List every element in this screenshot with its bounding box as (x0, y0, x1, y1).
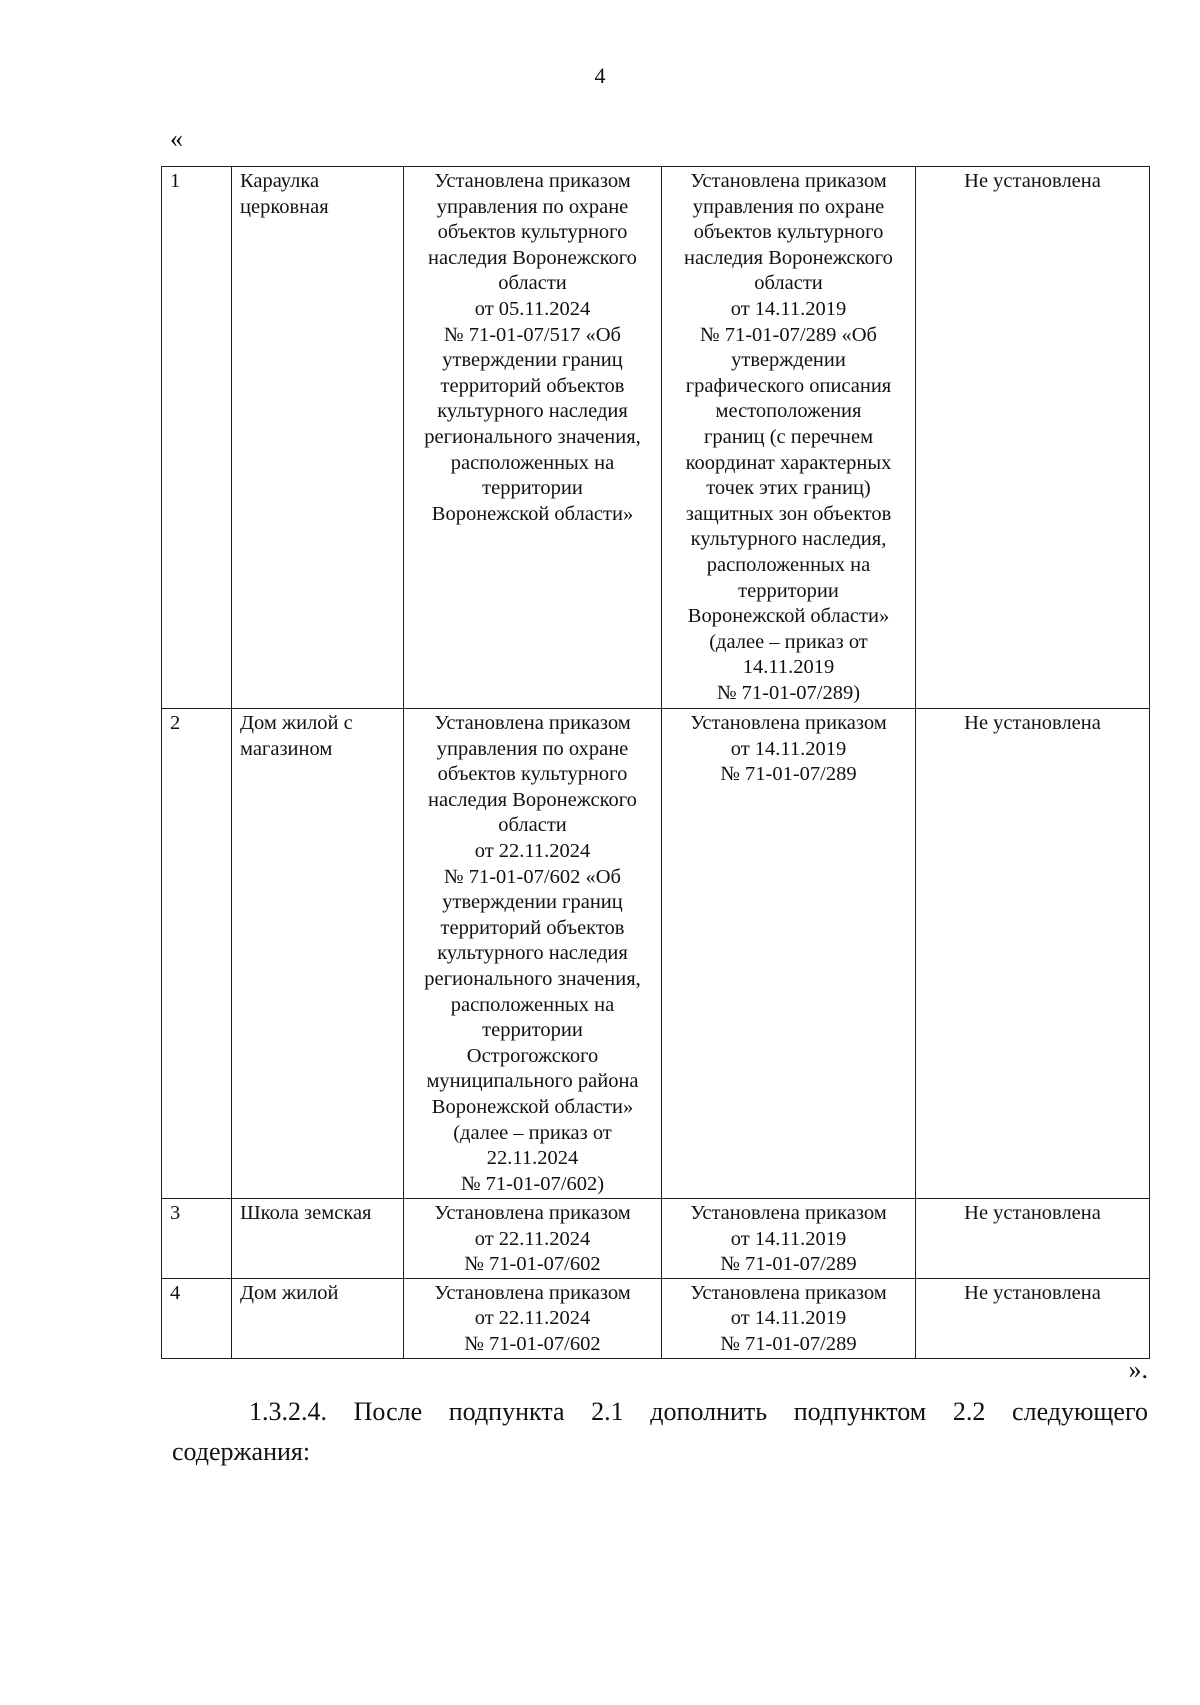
cell-object-name: Дом жилой (232, 1278, 404, 1358)
table-row (162, 709, 1150, 1199)
cell-protection-zone: Установлена приказом управления по охране объектов культурного наследия Воронежского области от 14.11.2019 № 71-01-07/289 «Об утверждении графического описания местоположения границ (с перечнем координат характерных точек этих границ) защитных зон объектов культурного наследия, расположенных на территории Воронежской области» (далее – приказ от 14.11.2019 № 71-01-07/289) (662, 167, 916, 709)
cell-protection-zone: Установлена приказом от 14.11.2019 № 71-01-07/289 (662, 1199, 916, 1279)
cell-regime: Не установлена (916, 167, 1150, 709)
cell-regime: Не установлена (916, 1278, 1150, 1358)
cell-protection-zone: Установлена приказом от 14.11.2019 № 71-01-07/289 (662, 1278, 916, 1358)
cell-number: 4 (162, 1278, 232, 1358)
open-quote: « (170, 124, 183, 153)
cell-regime: Не установлена (916, 709, 1150, 1199)
table-row (162, 167, 1150, 709)
table-row (162, 1278, 1150, 1358)
cell-territory: Установлена приказом управления по охране объектов культурного наследия Воронежского области от 05.11.2024 № 71-01-07/517 «Об утверждении границ территорий объектов культурного наследия регионального значения, расположенных на территории Воронежской области» (404, 167, 662, 709)
close-quote: ». (1128, 1355, 1148, 1384)
page-number: 4 (594, 63, 606, 88)
cell-object-name: Школа земская (232, 1199, 404, 1279)
cell-territory: Установлена приказом от 22.11.2024 № 71-01-07/602 (404, 1199, 662, 1279)
cell-object-name: Дом жилой с магазином (232, 709, 404, 1199)
cell-territory: Установлена приказом управления по охране объектов культурного наследия Воронежского области от 22.11.2024 № 71-01-07/602 «Об утверждении границ территорий объектов культурного наследия регионального значения, расположенных на территории Острогожского муниципального района Воронежской области» (далее – приказ от 22.11.2024 № 71-01-07/602) (404, 709, 662, 1199)
objects-table (161, 166, 1150, 1359)
cell-number: 2 (162, 709, 232, 1199)
cell-number: 3 (162, 1199, 232, 1279)
cell-territory: Установлена приказом от 22.11.2024 № 71-01-07/602 (404, 1278, 662, 1358)
cell-regime: Не установлена (916, 1199, 1150, 1279)
cell-object-name: Караулка церковная (232, 167, 404, 709)
cell-protection-zone: Установлена приказом от 14.11.2019 № 71-01-07/289 (662, 709, 916, 1199)
table-row (162, 1199, 1150, 1279)
cell-number: 1 (162, 167, 232, 709)
body-paragraph: 1.3.2.4. После подпункта 2.1 дополнить подпунктом 2.2 следующего содержания: (172, 1397, 1148, 1466)
